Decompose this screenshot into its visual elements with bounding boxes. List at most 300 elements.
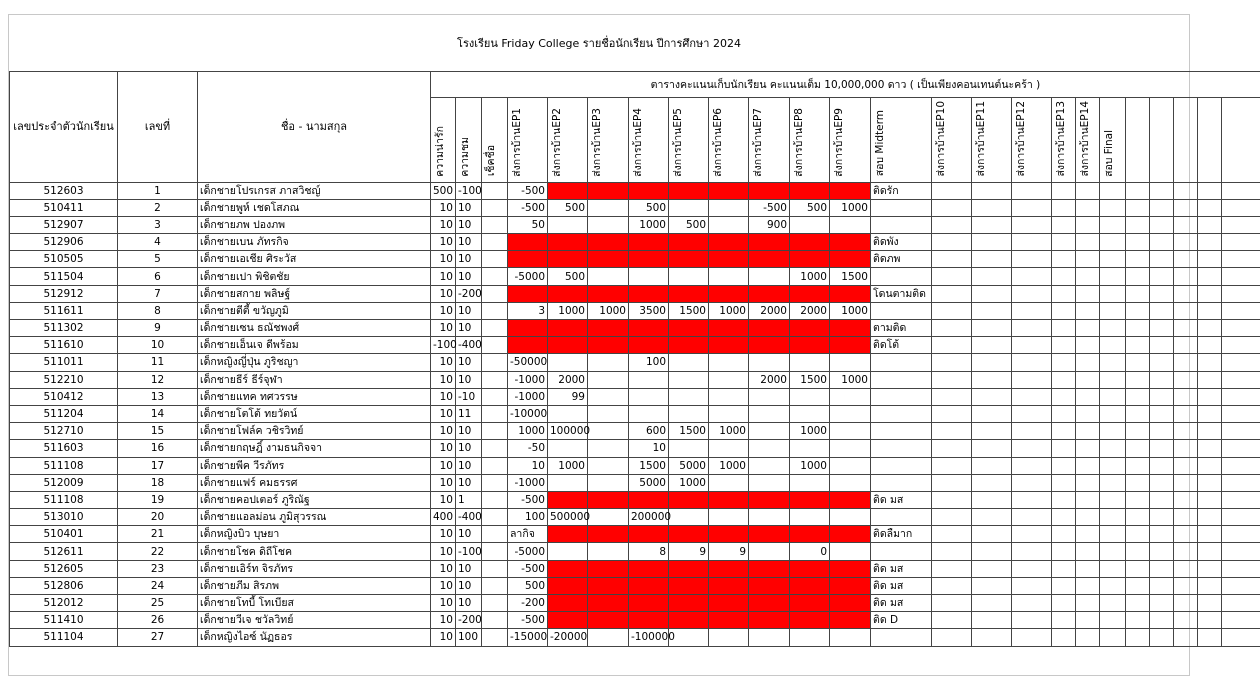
ep-cell: 500 — [548, 268, 588, 285]
empty-cell — [1052, 491, 1076, 508]
empty-cell — [1174, 388, 1198, 405]
ep-cell — [669, 526, 709, 543]
empty-cell — [932, 302, 972, 319]
empty-cell — [1012, 216, 1052, 233]
cute-cell: 10 — [431, 543, 456, 560]
ep-cell — [830, 526, 871, 543]
ep-cell: -500 — [508, 182, 548, 199]
check-cell — [482, 440, 508, 457]
empty-cell — [1174, 526, 1198, 543]
sheet-title: โรงเรียน Friday College รายชื่อนักเรียน ปีการศึกษา 2024 — [457, 37, 741, 50]
table-row — [10, 405, 1260, 422]
empty-cell — [1198, 612, 1222, 629]
empty-cell — [1126, 457, 1150, 474]
ep-cell — [548, 560, 588, 577]
midterm-cell — [871, 199, 932, 216]
cute-cell: 10 — [431, 234, 456, 251]
ep-cell — [709, 199, 749, 216]
name-cell: เด็กชายภพ ปองภพ — [198, 216, 431, 233]
ep-cell — [709, 560, 749, 577]
ep-cell: -1000 — [508, 474, 548, 491]
empty-cell — [1222, 371, 1260, 388]
check-cell — [482, 285, 508, 302]
ep-cell — [588, 268, 629, 285]
cute-cell: 10 — [431, 577, 456, 594]
header-col-13 — [871, 98, 932, 183]
ep-cell — [669, 251, 709, 268]
empty-cell — [972, 302, 1012, 319]
empty-cell — [1126, 491, 1150, 508]
ep-cell — [830, 251, 871, 268]
empty-cell — [972, 526, 1012, 543]
check-cell — [482, 354, 508, 371]
ep-cell: -1000 — [508, 388, 548, 405]
header-col-label: เช็คชื่อ — [485, 145, 497, 177]
empty-cell — [1100, 234, 1126, 251]
name-cell: เด็กชายวีเจ ชวัลวิทย์ — [198, 612, 431, 629]
empty-cell — [1150, 457, 1174, 474]
ep-cell — [669, 577, 709, 594]
empty-cell — [1012, 251, 1052, 268]
empty-cell — [1052, 199, 1076, 216]
empty-cell — [1100, 526, 1126, 543]
ep-cell: 1500 — [669, 423, 709, 440]
cute-cell: 10 — [431, 440, 456, 457]
ep-cell — [508, 285, 548, 302]
header-col-label: ส่งการบ้านEP7 — [752, 107, 764, 177]
number-cell: 15 — [118, 423, 198, 440]
ep-cell — [629, 405, 669, 422]
empty-cell — [1052, 629, 1076, 646]
ep-cell — [709, 577, 749, 594]
cute-cell: 10 — [431, 612, 456, 629]
empty-cell — [1052, 612, 1076, 629]
ep-cell — [749, 423, 790, 440]
empty-cell — [1198, 474, 1222, 491]
name-cell: เด็กหญิงญี่ปุ่น ภูริชญา — [198, 354, 431, 371]
header-col-17 — [1052, 98, 1076, 183]
number-cell: 2 — [118, 199, 198, 216]
praise-cell: 10 — [456, 199, 482, 216]
ep-cell — [709, 491, 749, 508]
ep-cell — [749, 612, 790, 629]
empty-cell — [972, 595, 1012, 612]
ep-cell — [749, 509, 790, 526]
empty-cell — [1052, 216, 1076, 233]
number-cell: 21 — [118, 526, 198, 543]
table-row — [10, 440, 1260, 457]
empty-cell — [1222, 440, 1260, 457]
ep-cell: 1000 — [629, 216, 669, 233]
praise-cell: 10 — [456, 302, 482, 319]
ep-cell: 500000 — [548, 509, 588, 526]
name-cell: เด็กชายโตโต้ ทยวัตน์ — [198, 405, 431, 422]
empty-cell — [972, 320, 1012, 337]
ep-cell — [669, 491, 709, 508]
midterm-cell: ติด มส — [871, 595, 932, 612]
header-col-label: สอบ Midterm — [874, 110, 886, 177]
ep-cell: 900 — [749, 216, 790, 233]
praise-cell: -200 — [456, 285, 482, 302]
empty-cell — [1222, 509, 1260, 526]
check-cell — [482, 337, 508, 354]
empty-cell — [1052, 388, 1076, 405]
empty-cell — [1198, 509, 1222, 526]
empty-cell — [932, 474, 972, 491]
praise-cell: 10 — [456, 268, 482, 285]
empty-cell — [932, 268, 972, 285]
header-col-10 — [749, 98, 790, 183]
empty-cell — [1198, 337, 1222, 354]
cute-cell: 10 — [431, 474, 456, 491]
midterm-cell — [871, 509, 932, 526]
empty-cell — [1150, 474, 1174, 491]
check-cell — [482, 251, 508, 268]
empty-cell — [1198, 371, 1222, 388]
check-cell — [482, 216, 508, 233]
empty-cell — [1174, 234, 1198, 251]
name-cell: เด็กชายพูห์ เชดโสภณ — [198, 199, 431, 216]
ep-cell: 1000 — [548, 457, 588, 474]
empty-cell — [1174, 216, 1198, 233]
empty-cell — [1076, 560, 1100, 577]
ep-cell — [629, 182, 669, 199]
ep-cell — [790, 491, 830, 508]
ep-cell: 1000 — [790, 457, 830, 474]
empty-cell — [1052, 302, 1076, 319]
header-col-label: ส่งการบ้านEP5 — [672, 107, 684, 177]
empty-cell — [1198, 285, 1222, 302]
praise-cell: 10 — [456, 234, 482, 251]
ep-cell: -5000 — [508, 268, 548, 285]
empty-cell — [1012, 526, 1052, 543]
empty-cell — [932, 234, 972, 251]
header-col-label: ส่งการบ้านEP8 — [793, 107, 805, 177]
ep-cell — [749, 285, 790, 302]
ep-cell — [749, 526, 790, 543]
empty-cell — [1150, 199, 1174, 216]
ep-cell — [830, 612, 871, 629]
name-cell: เด็กชายคอปเตอร์ ภูริณัฐ — [198, 491, 431, 508]
empty-cell — [932, 371, 972, 388]
midterm-cell — [871, 474, 932, 491]
ep-cell — [790, 337, 830, 354]
header-col-5 — [548, 98, 588, 183]
header-score-title: ตารางคะแนนเก็บนักเรียน คะแนนเต็ม 10,000,000 ดาว ( เป็นเพียงคอนเทนต์นะคร้า ) — [431, 72, 1260, 98]
empty-cell — [1012, 388, 1052, 405]
midterm-cell — [871, 268, 932, 285]
empty-cell — [1198, 320, 1222, 337]
cute-cell: 500 — [431, 182, 456, 199]
ep-cell — [669, 371, 709, 388]
number-cell: 18 — [118, 474, 198, 491]
empty-cell — [1076, 629, 1100, 646]
praise-cell: 10 — [456, 216, 482, 233]
empty-cell — [1126, 337, 1150, 354]
empty-cell — [1150, 371, 1174, 388]
ep-cell — [548, 234, 588, 251]
empty-cell — [1150, 216, 1174, 233]
number-cell: 8 — [118, 302, 198, 319]
midterm-cell — [871, 543, 932, 560]
empty-cell — [1012, 371, 1052, 388]
ep-cell — [790, 560, 830, 577]
ep-cell — [548, 612, 588, 629]
cute-cell: 10 — [431, 320, 456, 337]
empty-cell — [1100, 423, 1126, 440]
header-col-label: ส่งการบ้านEP14 — [1079, 101, 1091, 177]
praise-cell: -100 — [456, 182, 482, 199]
ep-cell: 2000 — [749, 302, 790, 319]
empty-cell — [1150, 612, 1174, 629]
name-cell: เด็กชายพีค วีรภัทร — [198, 457, 431, 474]
header-col-7 — [629, 98, 669, 183]
empty-cell — [1100, 388, 1126, 405]
cute-cell: -100 — [431, 337, 456, 354]
empty-cell — [1012, 182, 1052, 199]
empty-cell — [1076, 440, 1100, 457]
empty-cell — [1100, 285, 1126, 302]
midterm-cell — [871, 371, 932, 388]
empty-cell — [1052, 251, 1076, 268]
empty-cell — [1222, 577, 1260, 594]
ep-cell — [588, 216, 629, 233]
student-id-cell: 510411 — [10, 199, 118, 216]
check-cell — [482, 234, 508, 251]
student-id-cell: 511611 — [10, 302, 118, 319]
ep-cell — [669, 182, 709, 199]
student-id-cell: 512906 — [10, 234, 118, 251]
empty-cell — [1126, 251, 1150, 268]
empty-cell — [1222, 199, 1260, 216]
ep-cell — [830, 577, 871, 594]
check-cell — [482, 388, 508, 405]
empty-cell — [1126, 612, 1150, 629]
empty-cell — [1150, 354, 1174, 371]
header-col-empty — [1198, 98, 1222, 183]
empty-cell — [1174, 595, 1198, 612]
ep-cell — [669, 320, 709, 337]
empty-cell — [932, 285, 972, 302]
header-student-id: เลขประจำตัวนักเรียน — [10, 72, 118, 183]
empty-cell — [1052, 440, 1076, 457]
empty-cell — [1100, 577, 1126, 594]
ep-cell: ลากิจ — [508, 526, 548, 543]
ep-cell: 1000 — [709, 423, 749, 440]
ep-cell — [548, 337, 588, 354]
empty-cell — [972, 612, 1012, 629]
name-cell: เด็กชายเบน ภัทรกิจ — [198, 234, 431, 251]
ep-cell — [629, 371, 669, 388]
ep-cell — [548, 354, 588, 371]
empty-cell — [1222, 251, 1260, 268]
ep-cell — [669, 405, 709, 422]
ep-cell — [669, 440, 709, 457]
empty-cell — [932, 182, 972, 199]
empty-cell — [1052, 595, 1076, 612]
ep-cell — [830, 320, 871, 337]
table-row — [10, 285, 1260, 302]
empty-cell — [1052, 182, 1076, 199]
header-col-12 — [830, 98, 871, 183]
ep-cell: 100000 — [548, 423, 588, 440]
cute-cell: 10 — [431, 629, 456, 646]
praise-cell: 10 — [456, 423, 482, 440]
number-cell: 14 — [118, 405, 198, 422]
empty-cell — [972, 371, 1012, 388]
empty-cell — [1100, 440, 1126, 457]
praise-cell: -400 — [456, 337, 482, 354]
empty-cell — [1012, 320, 1052, 337]
table-row — [10, 216, 1260, 233]
check-cell — [482, 302, 508, 319]
ep-cell — [588, 577, 629, 594]
student-id-cell: 512603 — [10, 182, 118, 199]
empty-cell — [1052, 285, 1076, 302]
ep-cell — [790, 629, 830, 646]
ep-cell: 2000 — [749, 371, 790, 388]
ep-cell — [588, 234, 629, 251]
table-row — [10, 320, 1260, 337]
number-cell: 16 — [118, 440, 198, 457]
ep-cell: -1000 — [508, 371, 548, 388]
empty-cell — [1174, 457, 1198, 474]
empty-cell — [1150, 285, 1174, 302]
ep-cell — [830, 354, 871, 371]
empty-cell — [1198, 234, 1222, 251]
empty-cell — [1150, 440, 1174, 457]
table-row — [10, 251, 1260, 268]
ep-cell — [669, 354, 709, 371]
check-cell — [482, 405, 508, 422]
cute-cell: 10 — [431, 371, 456, 388]
empty-cell — [1012, 612, 1052, 629]
empty-cell — [1174, 337, 1198, 354]
praise-cell: 10 — [456, 320, 482, 337]
empty-cell — [1126, 423, 1150, 440]
table-row — [10, 337, 1260, 354]
ep-cell — [709, 388, 749, 405]
empty-cell — [1174, 423, 1198, 440]
empty-cell — [1100, 457, 1126, 474]
midterm-cell: ติดลืมาก — [871, 526, 932, 543]
ep-cell — [508, 251, 548, 268]
empty-cell — [1198, 302, 1222, 319]
empty-cell — [1222, 388, 1260, 405]
empty-cell — [1126, 285, 1150, 302]
header-col-label: ส่งการบ้านEP11 — [975, 101, 987, 177]
ep-cell — [669, 509, 709, 526]
empty-cell — [1198, 216, 1222, 233]
midterm-cell — [871, 302, 932, 319]
empty-cell — [932, 491, 972, 508]
ep-cell — [749, 629, 790, 646]
ep-cell — [709, 182, 749, 199]
ep-cell — [588, 354, 629, 371]
name-cell: เด็กชายตีตี้ ขวัญภูมิ — [198, 302, 431, 319]
empty-cell — [1076, 371, 1100, 388]
empty-cell — [1174, 199, 1198, 216]
empty-cell — [1222, 302, 1260, 319]
empty-cell — [1222, 268, 1260, 285]
ep-cell — [588, 388, 629, 405]
empty-cell — [1174, 302, 1198, 319]
ep-cell: 100 — [508, 509, 548, 526]
empty-cell — [1012, 199, 1052, 216]
empty-cell — [1222, 320, 1260, 337]
ep-cell: 100 — [629, 354, 669, 371]
ep-cell: -50 — [508, 440, 548, 457]
ep-cell — [629, 320, 669, 337]
ep-cell — [749, 320, 790, 337]
ep-cell: 3 — [508, 302, 548, 319]
empty-cell — [1100, 474, 1126, 491]
ep-cell — [669, 612, 709, 629]
praise-cell: 10 — [456, 371, 482, 388]
student-id-cell: 512611 — [10, 543, 118, 560]
empty-cell — [1126, 440, 1150, 457]
ep-cell — [669, 199, 709, 216]
midterm-cell — [871, 440, 932, 457]
empty-cell — [1222, 629, 1260, 646]
ep-cell: -500 — [508, 612, 548, 629]
empty-cell — [932, 595, 972, 612]
praise-cell: -100 — [456, 543, 482, 560]
student-id-cell: 512907 — [10, 216, 118, 233]
ep-cell — [669, 268, 709, 285]
ep-cell — [669, 337, 709, 354]
ep-cell — [830, 216, 871, 233]
ep-cell — [588, 440, 629, 457]
table-row — [10, 457, 1260, 474]
number-cell: 12 — [118, 371, 198, 388]
table-row — [10, 509, 1260, 526]
empty-cell — [1198, 182, 1222, 199]
empty-cell — [1012, 595, 1052, 612]
header-col-label: ส่งการบ้านEP9 — [833, 107, 845, 177]
ep-cell — [588, 337, 629, 354]
ep-cell — [709, 629, 749, 646]
ep-cell: -500 — [508, 560, 548, 577]
empty-cell — [1222, 354, 1260, 371]
empty-cell — [1126, 543, 1150, 560]
name-cell: เด็กชายแฟร์ คมธรรศ — [198, 474, 431, 491]
header-col-label: ส่งการบ้านEP10 — [935, 101, 947, 177]
number-cell: 23 — [118, 560, 198, 577]
ep-cell — [830, 234, 871, 251]
empty-cell — [1222, 491, 1260, 508]
ep-cell — [548, 526, 588, 543]
header-col-6 — [588, 98, 629, 183]
empty-cell — [1126, 388, 1150, 405]
empty-cell — [1174, 629, 1198, 646]
header-col-label: ส่งการบ้านEP6 — [712, 107, 724, 177]
empty-cell — [972, 629, 1012, 646]
cute-cell: 10 — [431, 354, 456, 371]
ep-cell: 8 — [629, 543, 669, 560]
ep-cell — [830, 457, 871, 474]
empty-cell — [1052, 354, 1076, 371]
empty-cell — [1100, 320, 1126, 337]
empty-cell — [1126, 268, 1150, 285]
empty-cell — [1100, 337, 1126, 354]
ep-cell: 1000 — [548, 302, 588, 319]
header-col-label: ส่งการบ้านEP3 — [591, 107, 603, 177]
empty-cell — [1198, 423, 1222, 440]
empty-cell — [1012, 491, 1052, 508]
student-id-cell: 511504 — [10, 268, 118, 285]
ep-cell: -10000 — [508, 405, 548, 422]
